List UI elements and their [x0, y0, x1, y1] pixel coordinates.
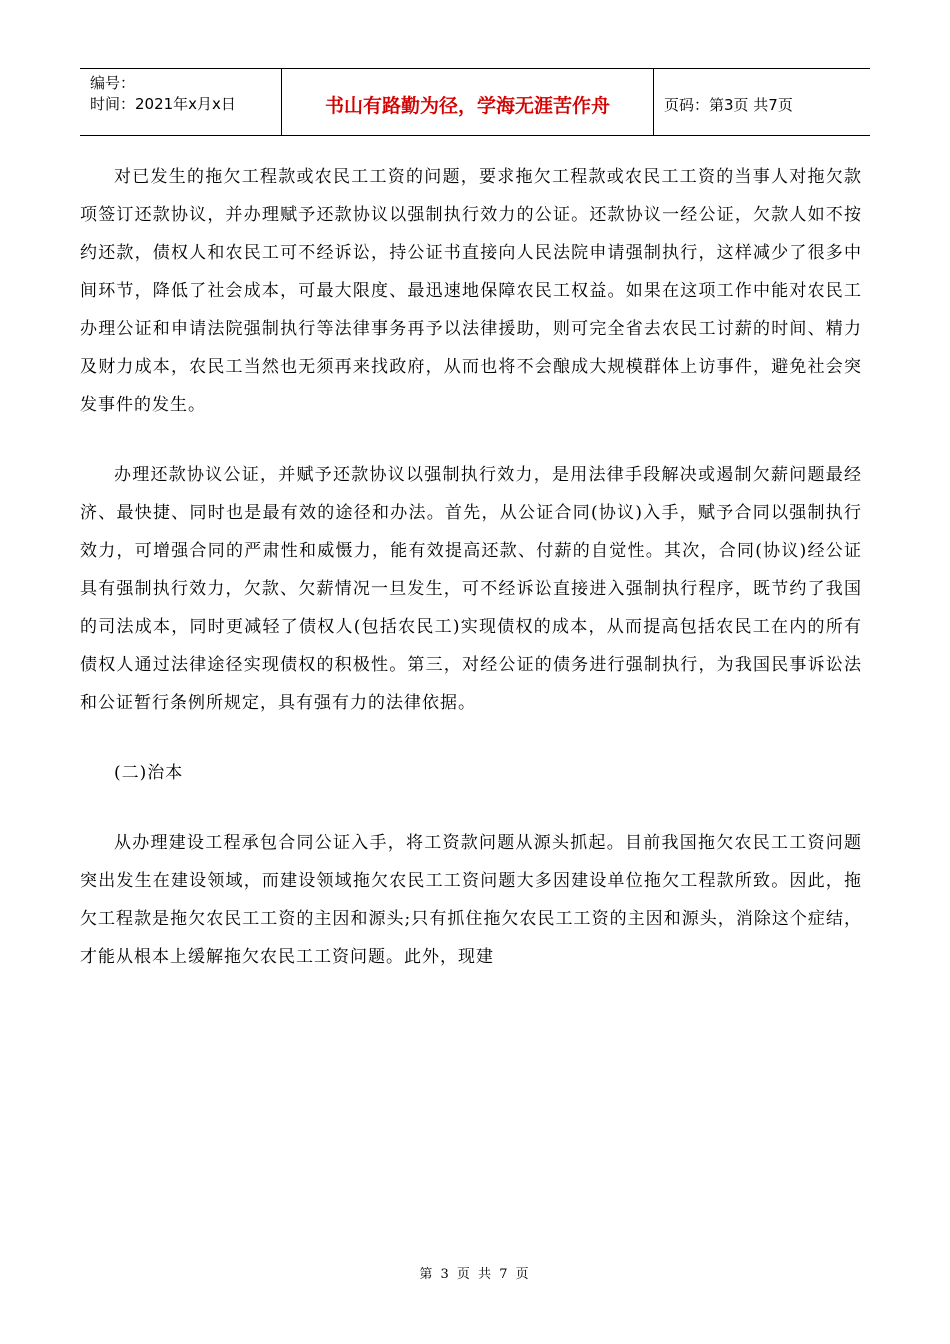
header-motto: 书山有路勤为径，学海无涯苦作舟 — [282, 69, 654, 135]
page-footer: 第 3 页 共 7 页 — [419, 1267, 531, 1282]
document-number-label: 编号： — [90, 74, 136, 92]
document-body — [80, 158, 862, 976]
paragraph: 从办理建设工程承包合同公证入手，将工资款问题从源头抓起。目前我国拖欠农民工工资问题突出发生在建设领域，而建设领域拖欠农民工工资问题大多因建设单位拖欠工程款所致。因此，拖欠工程款是拖欠农民工工资的主因和源头;只有抓住拖欠农民工工资的主因和源头，消除这个症结，才能从根本上缓解拖欠农民工工资问题。此外，现建 — [80, 833, 862, 967]
header-page-info: 页码：第3页 共7页 — [664, 95, 793, 114]
paragraph: 办理还款协议公证，并赋予还款协议以强制执行效力，是用法律手段解决或遏制欠薪问题最经济、最快捷、同时也是最有效的途径和办法。首先，从公证合同(协议)入手，赋予合同以强制执行效力，可增强合同的严肃性和威慑力，能有效提高还款、付薪的自觉性。其次，合同(协议)经公证具有强制执行效力，欠款、欠薪情况一旦发生，可不经诉讼直接进入强制执行程序，既节约了我国的司法成本，同时更减轻了债权人(包括农民工)实现债权的成本，从而提高包括农民工在内的所有债权人通过法律途径实现债权的积极性。第三，对经公证的债务进行强制执行，为我国民事诉讼法和公证暂行条例所规定，具有强有力的法律依据。 — [80, 465, 862, 713]
paragraph: 对已发生的拖欠工程款或农民工工资的问题，要求拖欠工程款或农民工工资的当事人对拖欠款项签订还款协议，并办理赋予还款协议以强制执行效力的公证。还款协议一经公证，欠款人如不按约还款，债权人和农民工可不经诉讼，持公证书直接向人民法院申请强制执行，这样减少了很多中间环节，降低了社会成本，可最大限度、最迅速地保障农民工权益。如果在这项工作中能对农民工办理公证和申请法院强制执行等法律事务再予以法律援助，则可完全省去农民工讨薪的时间、精力及财力成本，农民工当然也无须再来找政府，从而也将不会酿成大规模群体上访事件，避免社会突发事件的发生。 — [80, 167, 862, 415]
section-heading: (二)治本 — [114, 763, 184, 783]
header-meta — [80, 69, 282, 135]
page-header — [80, 68, 870, 136]
document-date-label: 时间：2021年x月x日 — [90, 95, 236, 113]
